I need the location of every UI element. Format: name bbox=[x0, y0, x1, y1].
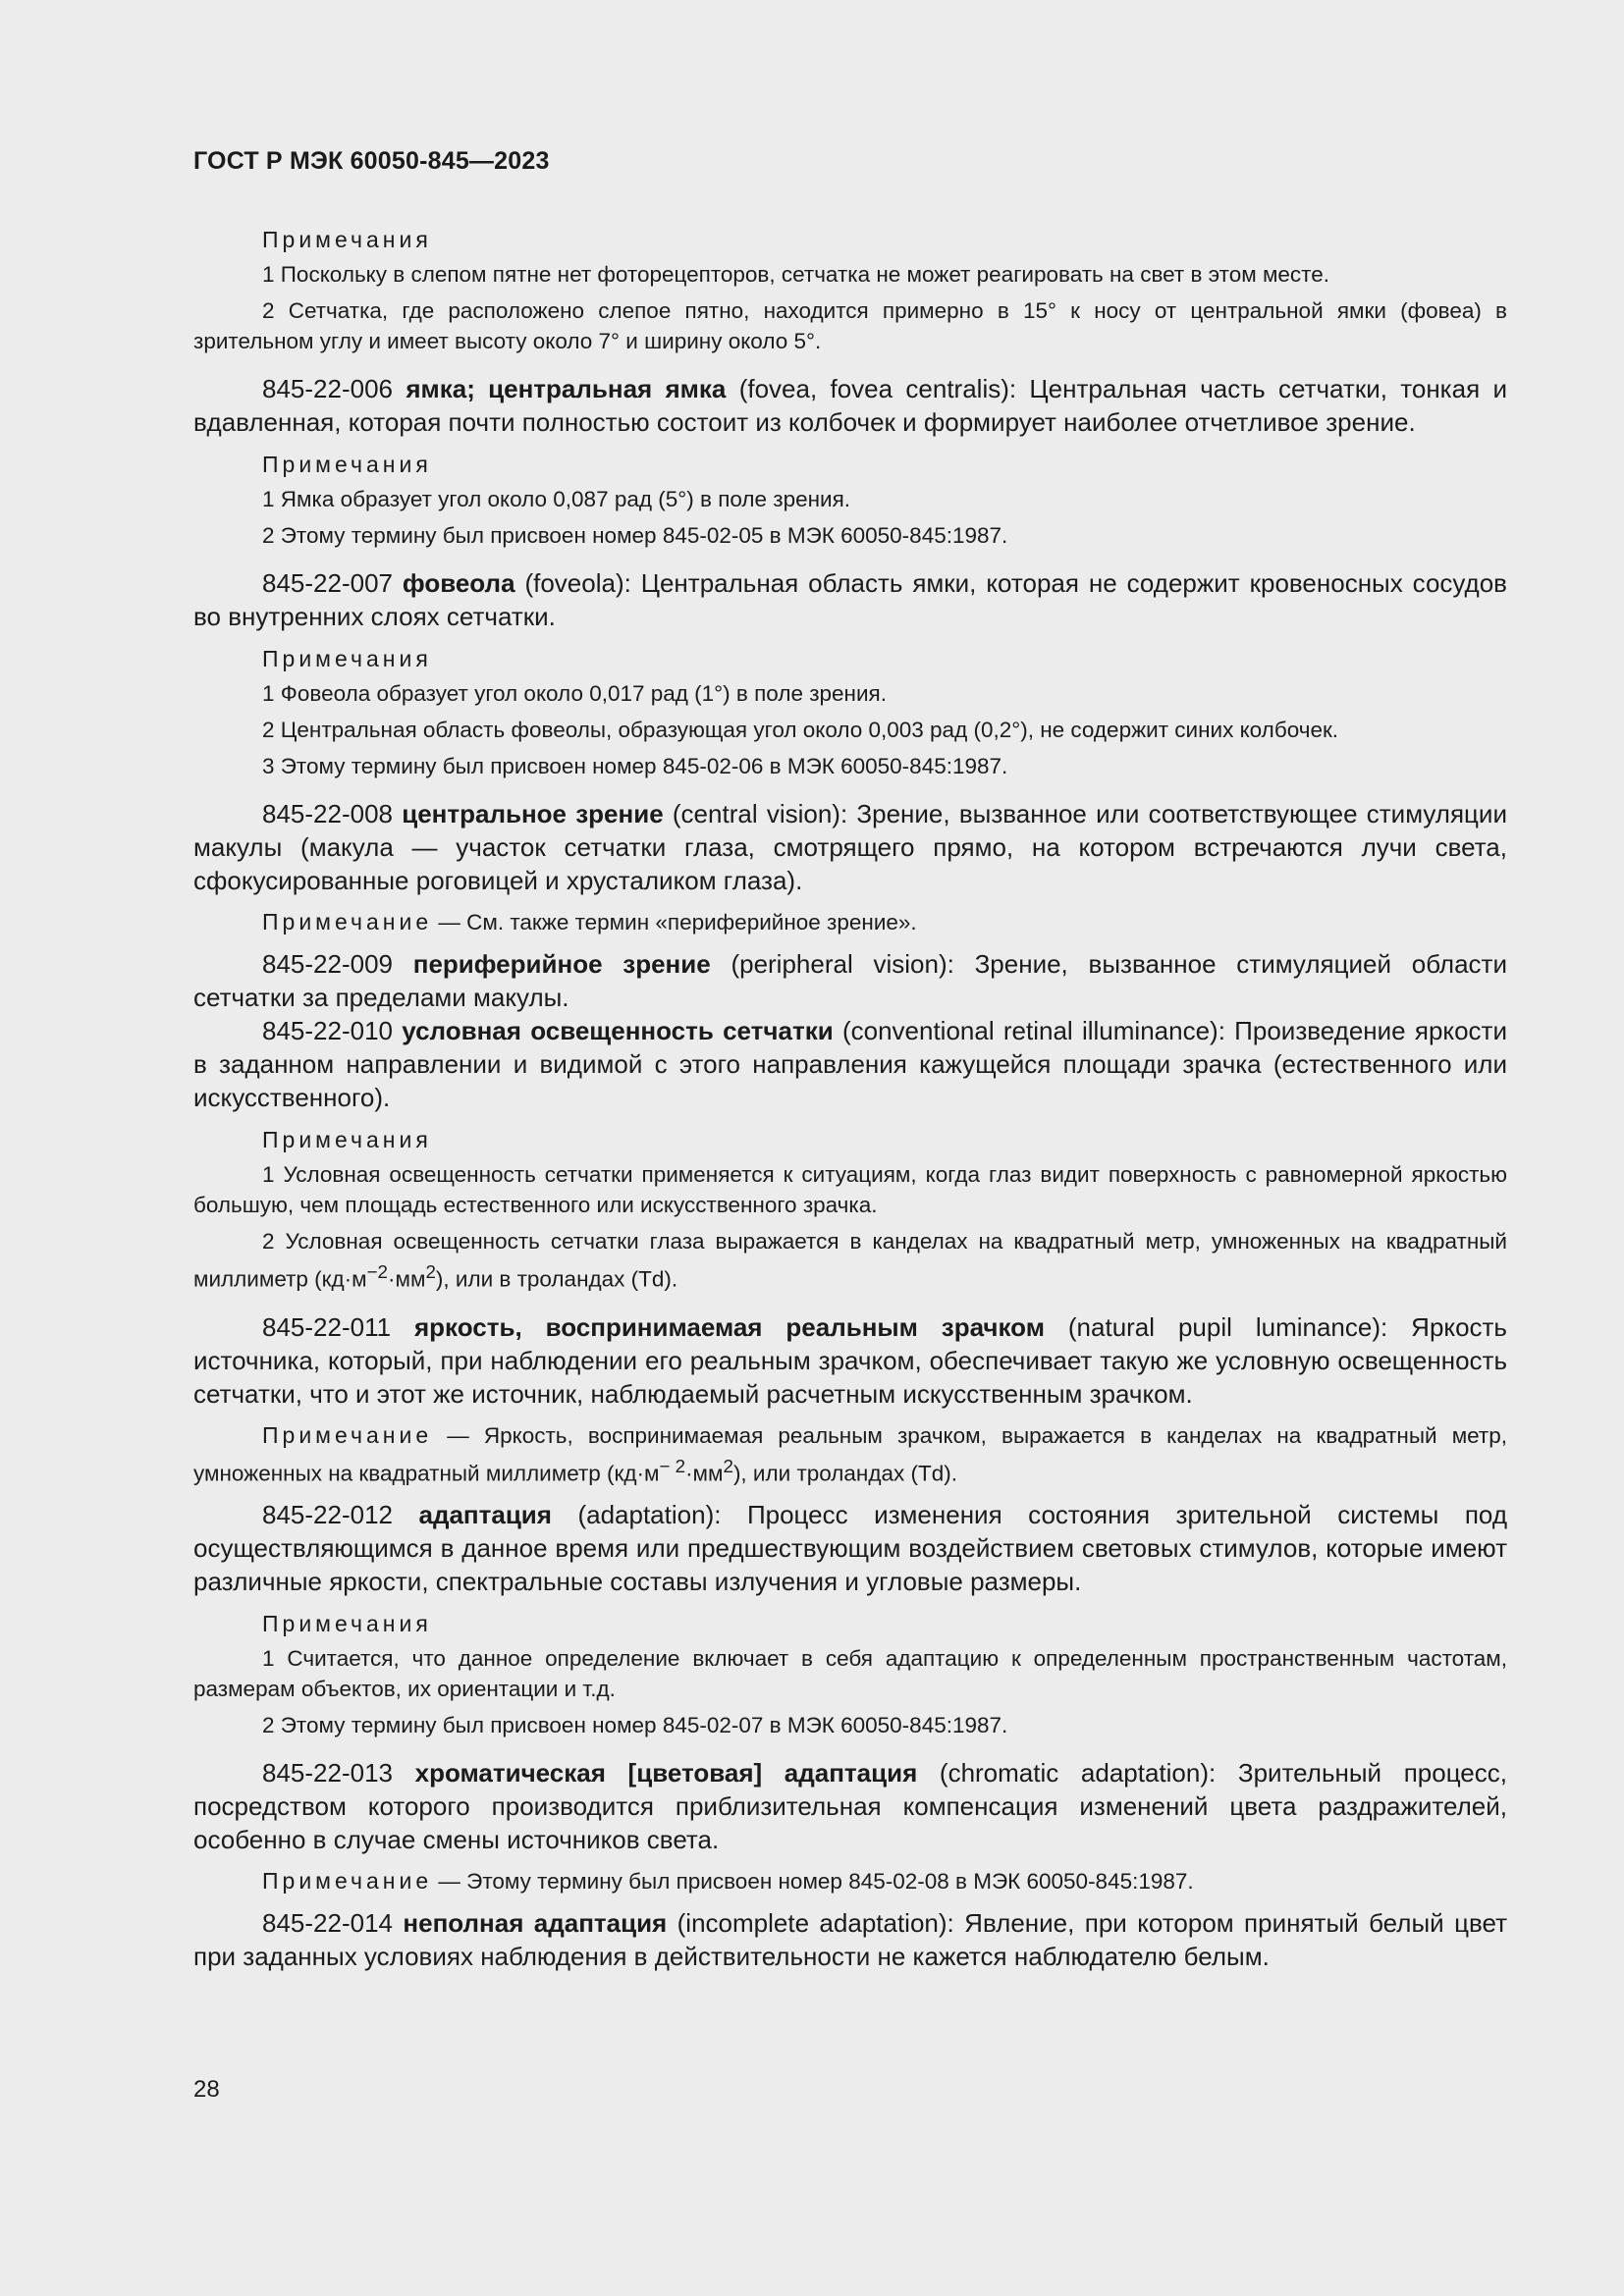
note-item: 2 Этому термину был присвоен номер 845-02-05 в МЭК 60050-845:1987. bbox=[262, 523, 1008, 548]
term-entry-011 bbox=[193, 1310, 1507, 1411]
term-definition: (incomplete adaptation): Явление, при котором принятый белый цвет при заданных условиях наблюдения в действительности не кажется наблюдателю белым. bbox=[193, 1908, 1507, 1971]
term-number: 845-22-009 bbox=[262, 949, 413, 979]
term-number: 845-22-012 bbox=[262, 1500, 419, 1529]
term-name: неполная адаптация bbox=[403, 1908, 668, 1938]
page-content bbox=[193, 224, 1507, 1973]
term-entry-008 bbox=[193, 797, 1507, 897]
term-entry-010 bbox=[193, 1014, 1507, 1114]
term-entry-012 bbox=[193, 1498, 1507, 1598]
note-label: Примечание bbox=[262, 1868, 433, 1894]
term-definition: (central vision): Зрение, вызванное или соответствующее стимуляции макулы (макула — участок сетчатки глаза, смотрящего прямо, на котором встречаются лучи света, сфокусированные роговицей и хрусталиком глаза). bbox=[193, 799, 1507, 895]
term-entry-006 bbox=[193, 372, 1507, 439]
note-item: 2 Сетчатка, где расположено слепое пятно, находится примерно в 15° к носу от центральной ямки (фовеа) в зрительном углу и имеет высоту около 7° и ширину около 5°. bbox=[193, 298, 1507, 353]
term-name: яркость, воспринимаемая реальным зрачком bbox=[414, 1311, 1045, 1342]
note-item: 2 Центральная область фовеолы, образующая угол около 0,003 рад (0,2°), не содержит синих колбочек. bbox=[262, 718, 1339, 742]
note-item: 2 Этому термину был присвоен номер 845-02-07 в МЭК 60050-845:1987. bbox=[262, 1713, 1008, 1737]
note-item: 1 Считается, что данное определение включает в себя адаптацию к определенным пространственным частотам, размерам объектов, их ориентации и т.д. bbox=[193, 1646, 1507, 1701]
notes-heading: Примечания bbox=[262, 1611, 432, 1636]
term-number: 845-22-014 bbox=[262, 1908, 404, 1938]
note-item: 1 Фовеола образует угол около 0,017 рад (1°) в поле зрения. bbox=[262, 681, 887, 706]
term-definition: (fovea, fovea centralis): Центральная часть сетчатки, тонкая и вдавленная, которая почти полностью состоит из колбочек и формирует наиболее отчетливое зрение. bbox=[193, 374, 1507, 437]
note-item: 1 Условная освещенность сетчатки применяется к ситуациям, когда глаз видит поверхность с равномерной яркостью большую, чем площадь естественного или искусственного зрачка. bbox=[193, 1162, 1507, 1217]
term-definition: (conventional retinal illuminance): Произведение яркости в заданном направлении и видимой с этого направления кажущейся площади зрачка (естественного или искусственного). bbox=[193, 1016, 1507, 1112]
term-number: 845-22-011 bbox=[262, 1311, 414, 1342]
notes-heading: Примечания bbox=[262, 227, 432, 252]
term-name: ямка; центральная ямка bbox=[406, 374, 727, 403]
term-number: 845-22-010 bbox=[262, 1016, 403, 1045]
term-entry-014 bbox=[193, 1906, 1507, 1973]
note-item: 2 Условная освещенность сетчатки глаза выражается в канделах на квадратный метр, умноженных на квадратный миллиметр $(кд\cdot м^{-2}\cdot мм^2)$, или в троландах (Td). bbox=[193, 1229, 1507, 1292]
note-single: Примечание — Яркость, воспринимаемая реальным зрачком, выражается в канделах на квадратный метр, умноженных на квадратный миллиметр $(кд\cdot м^{- 2}\cdot мм^2)$, или троландах (Td). bbox=[193, 1421, 1507, 1485]
term-entry-007 bbox=[193, 566, 1507, 633]
term-name: хроматическая [цветовая] адаптация bbox=[414, 1758, 918, 1788]
term-definition: (natural pupil luminance): Яркость источника, который, при наблюдении его реальным зрачком, обеспечивает такую же условную освещенность сетчатки, что и этот же источник, наблюдаемый расчетным искусственным зрачком. bbox=[193, 1311, 1507, 1409]
term-name: фовеола bbox=[402, 568, 515, 598]
term-name: адаптация bbox=[418, 1500, 552, 1529]
term-name: периферийное зрение bbox=[412, 949, 711, 979]
term-definition: (peripheral vision): Зрение, вызванное стимуляцией области сетчатки за пределами макулы. bbox=[193, 949, 1507, 1012]
note-label: Примечание bbox=[262, 1421, 433, 1448]
term-definition: (chromatic adaptation): Зрительный процесс, посредством которого производится приблизительная компенсация изменений цвета раздражителей, особенно в случае смены источников света. bbox=[193, 1758, 1507, 1854]
term-definition: (foveola): Центральная область ямки, которая не содержит кровеносных сосудов во внутренних слоях сетчатки. bbox=[193, 568, 1507, 631]
notes-heading: Примечания bbox=[262, 646, 432, 671]
page-number: 28 bbox=[193, 2076, 220, 2103]
note-single bbox=[193, 907, 1507, 937]
notes-heading: Примечания bbox=[262, 1127, 432, 1152]
note-item: 1 Поскольку в слепом пятне нет фоторецепторов, сетчатка не может реагировать на свет в этом месте. bbox=[262, 262, 1329, 287]
term-definition: (adaptation): Процесс изменения состояния зрительной системы под осуществляющимся в данное время или предшествующим воздействием световых стимулов, которые имеют различные яркости, спектральные составы излучения и угловые размеры. bbox=[193, 1500, 1507, 1596]
note-text: — Этому термину был присвоен номер 845-02-08 в МЭК 60050-845:1987. bbox=[432, 1869, 1194, 1894]
note-single bbox=[193, 1866, 1507, 1896]
note-item: 3 Этому термину был присвоен номер 845-02-06 в МЭК 60050-845:1987. bbox=[262, 754, 1008, 778]
document-header: ГОСТ Р МЭК 60050-845—2023 bbox=[193, 147, 550, 175]
notes-heading: Примечания bbox=[262, 452, 432, 477]
term-number: 845-22-008 bbox=[262, 799, 403, 828]
term-entry-013 bbox=[193, 1756, 1507, 1856]
term-name: условная освещенность сетчатки bbox=[402, 1016, 834, 1045]
term-number: 845-22-006 bbox=[262, 374, 406, 403]
note-label: Примечание bbox=[262, 909, 433, 934]
term-number: 845-22-013 bbox=[262, 1758, 415, 1788]
note-item: 1 Ямка образует угол около 0,087 рад (5°) в поле зрения. bbox=[262, 487, 851, 511]
term-name: центральное зрение bbox=[402, 799, 664, 828]
note-text: — См. также термин «периферийное зрение». bbox=[432, 910, 917, 934]
term-entry-009 bbox=[193, 947, 1507, 1014]
term-number: 845-22-007 bbox=[262, 568, 403, 598]
